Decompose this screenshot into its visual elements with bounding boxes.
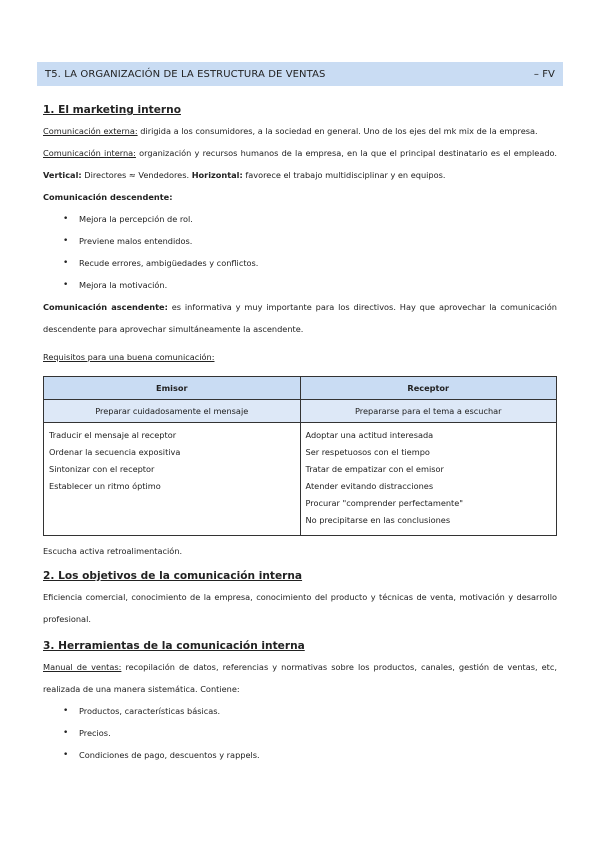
external-communication-paragraph: [43, 120, 557, 142]
emisor-list-cell: [44, 423, 301, 536]
requirements-title: Requisitos para una buena comunicación:: [43, 352, 215, 362]
receptor-list-cell: [300, 423, 557, 536]
list-item: Procurar "comprender perfectamente": [305, 498, 464, 508]
list-item: Traducir el mensaje al receptor: [49, 430, 177, 440]
list-item: Ordenar la secuencia expositiva: [49, 447, 181, 457]
section-3-heading: 3. Herramientas de la comunicación interna: [43, 640, 305, 652]
list-item: • Mejora la percepción de rol.: [67, 208, 557, 230]
list-item: • Precios.: [67, 722, 557, 744]
section-2-text: Eficiencia comercial, conocimiento de la empresa, conocimiento del producto y técnicas de venta, motivación y desarrollo profesional.: [43, 592, 557, 624]
list-item: • Productos, características básicas.: [67, 700, 557, 722]
document-body: [43, 96, 557, 766]
page-title: T5. LA ORGANIZACIÓN DE LA ESTRUCTURA DE VENTAS: [45, 68, 326, 80]
section-1-heading: 1. El marketing interno: [43, 104, 181, 116]
list-item: • Mejora la motivación.: [67, 274, 557, 296]
horizontal-label: Horizontal:: [191, 170, 243, 180]
receptor-header: Receptor: [300, 377, 557, 400]
active-listening-note: Escucha activa retroalimentación.: [43, 546, 183, 556]
descending-communication-title: Comunicación descendente:: [43, 192, 173, 202]
list-item: • Previene malos entendidos.: [67, 230, 557, 252]
section-2-heading: 2. Los objetivos de la comunicación interna: [43, 570, 303, 582]
sales-manual-label: Manual de ventas:: [43, 662, 122, 672]
list-item: Sintonizar con el receptor: [49, 464, 155, 474]
list-item: Adoptar una actitud interesada: [305, 430, 434, 440]
list-item: Establecer un ritmo óptimo: [49, 481, 161, 491]
list-item: Tratar de empatizar con el emisor: [305, 464, 444, 474]
list-item: No precipitarse en las conclusiones: [305, 515, 451, 525]
sales-manual-list: [43, 700, 557, 766]
vertical-label: Vertical:: [43, 170, 82, 180]
ascending-communication-label: Comunicación ascendente:: [43, 302, 168, 312]
list-item: • Recude errores, ambigüedades y conflictos.: [67, 252, 557, 274]
list-item: Atender evitando distracciones: [305, 481, 434, 491]
sales-manual-paragraph: [43, 656, 557, 700]
descending-communication-list: [43, 208, 557, 296]
receptor-subheader: Prepararse para el tema a escuchar: [300, 400, 557, 423]
external-communication-label: Comunicación externa:: [43, 126, 138, 136]
emisor-header: Emisor: [44, 377, 301, 400]
page-header: [37, 62, 563, 86]
table-row: [44, 423, 557, 536]
table-header-row: [44, 377, 557, 400]
internal-communication-text: organización y recursos humanos de la empresa, en la que el principal destinatario es el empleado.: [135, 148, 558, 158]
list-item: • Condiciones de pago, descuentos y rappels.: [67, 744, 557, 766]
external-communication-text: dirigida a los consumidores, a la sociedad en general. Uno de los ejes del mk mix de la empresa.: [137, 126, 538, 136]
sales-manual-text: recopilación de datos, referencias y normativas sobre los productos, canales, gestión de ventas, etc, realizada de una manera sistemática. Contiene:: [43, 662, 557, 694]
internal-communication-paragraph: [43, 142, 557, 186]
table-subheader-row: [44, 400, 557, 423]
page-tag: – FV: [533, 68, 555, 80]
internal-communication-label: Comunicación interna:: [43, 148, 136, 158]
list-item: Ser respetuosos con el tiempo: [305, 447, 430, 457]
horizontal-text: favorece el trabajo multidisciplinar y en equipos.: [242, 170, 446, 180]
requirements-table: [43, 376, 557, 536]
ascending-communication-text: es informativa y muy importante para los directivos. Hay que aprovechar la comunicación descendente para aprovechar simultáneamente la ascendente.: [43, 302, 557, 334]
emisor-subheader: Preparar cuidadosamente el mensaje: [44, 400, 301, 423]
vertical-text: Directores ≈ Vendedores.: [81, 170, 192, 180]
ascending-communication-paragraph: [43, 296, 557, 340]
